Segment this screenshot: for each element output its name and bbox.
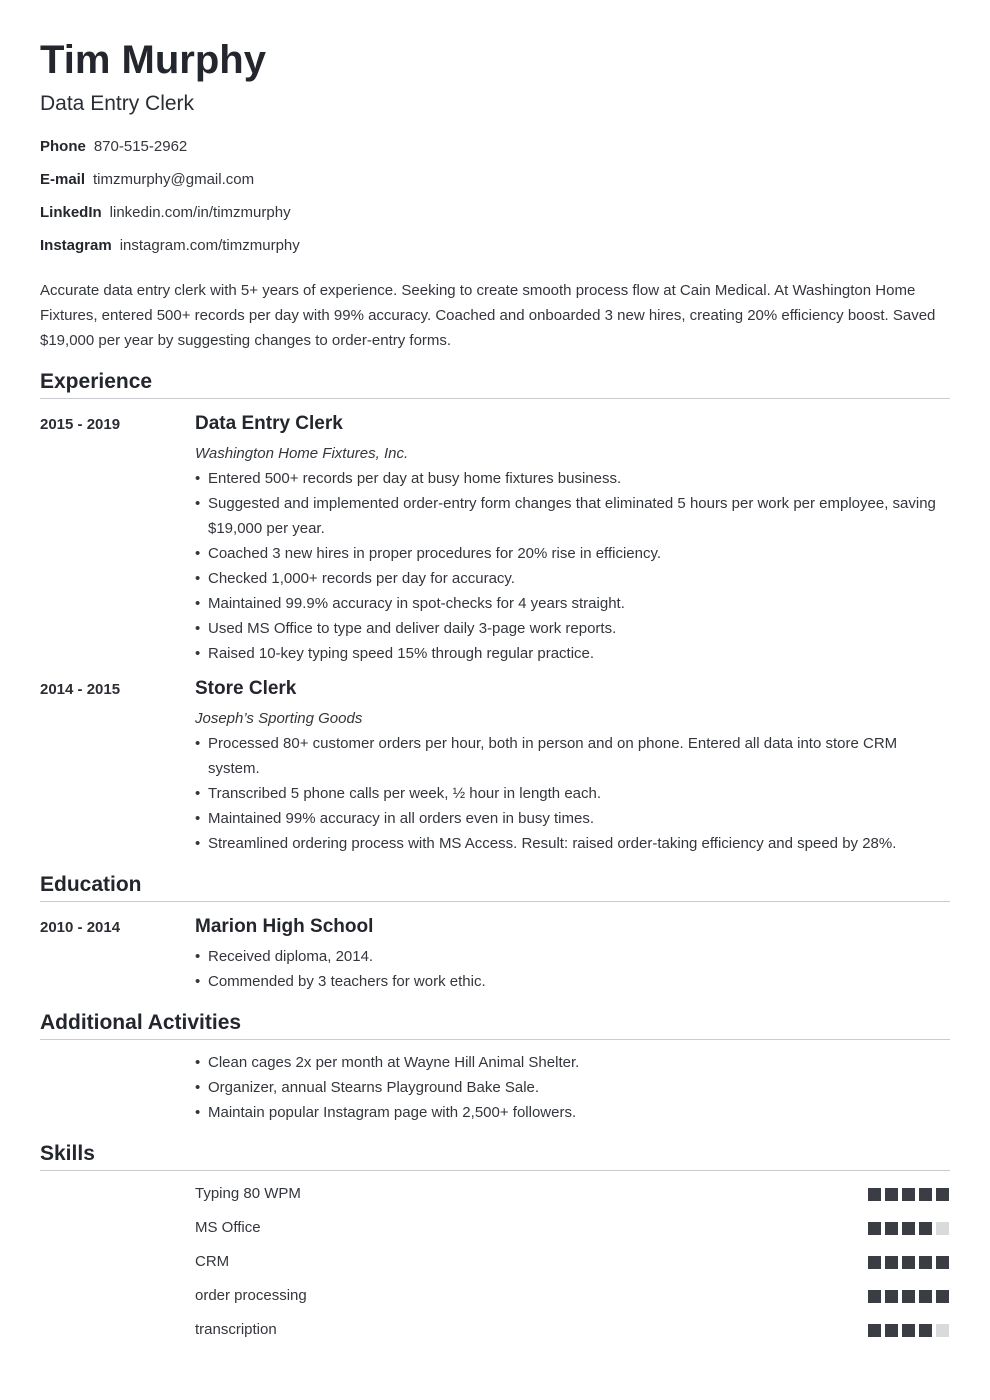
section-title-experience: Experience xyxy=(40,370,153,393)
education-bullets xyxy=(195,944,950,994)
skill-level-meter xyxy=(868,1290,949,1303)
skill-name: CRM xyxy=(195,1253,230,1270)
list-item: • Received diploma, 2014. xyxy=(195,944,950,969)
section-divider xyxy=(40,901,950,902)
contact-value[interactable]: linkedin.com/in/timzmurphy xyxy=(109,204,291,221)
job-dates: 2014 - 2015 xyxy=(40,681,121,698)
list-item: • Maintained 99.9% accuracy in spot-checks for 4 years straight. xyxy=(195,591,950,616)
skill-level-dot-filled xyxy=(919,1256,932,1269)
contact-instagram xyxy=(40,237,300,255)
skill-level-dot-filled xyxy=(902,1222,915,1235)
list-item: • Maintain popular Instagram page with 2,500+ followers. xyxy=(195,1100,950,1125)
skill-level-dot-filled xyxy=(885,1222,898,1235)
skill-level-dot-filled xyxy=(936,1290,949,1303)
skill-level-meter xyxy=(868,1222,949,1235)
skill-level-dot-filled xyxy=(919,1324,932,1337)
education-dates: 2010 - 2014 xyxy=(40,919,121,936)
contact-label: Instagram xyxy=(40,237,112,254)
profile-summary: Accurate data entry clerk with 5+ years of experience. Seeking to create smooth process flow at Cain Medical. At Washington Home Fixtures, entered 500+ records per day with 99% accuracy. Coached and onboarded 3 new hires, creating 20% efficiency boost. Saved $19,000 per year by suggesting changes to order-entry forms. xyxy=(40,282,936,349)
list-item: • Transcribed 5 phone calls per week, ½ hour in length each. xyxy=(195,781,950,806)
list-item: • Entered 500+ records per day at busy home fixtures business. xyxy=(195,466,950,491)
list-item: • Maintained 99% accuracy in all orders even in busy times. xyxy=(195,806,950,831)
contact-phone xyxy=(40,138,187,156)
list-item: • Suggested and implemented order-entry form changes that eliminated 5 hours per work per employee, saving $19,000 per year. xyxy=(195,491,950,541)
skill-level-dot-empty xyxy=(936,1324,949,1337)
job-dates: 2015 - 2019 xyxy=(40,416,121,433)
contact-linkedin xyxy=(40,204,291,222)
skill-level-dot-empty xyxy=(936,1222,949,1235)
candidate-name: Tim Murphy xyxy=(40,38,266,82)
skill-level-dot-filled xyxy=(868,1256,881,1269)
contact-value[interactable]: timzmurphy@gmail.com xyxy=(93,171,255,188)
skill-row xyxy=(195,1286,950,1306)
skill-name: MS Office xyxy=(195,1219,261,1236)
skill-level-dot-filled xyxy=(885,1324,898,1337)
job-company: Washington Home Fixtures, Inc. xyxy=(195,445,409,462)
skill-level-dot-filled xyxy=(868,1290,881,1303)
skill-level-dot-filled xyxy=(868,1222,881,1235)
job-title: Data Entry Clerk xyxy=(195,413,343,434)
skill-level-dot-filled xyxy=(936,1256,949,1269)
list-item: • Coached 3 new hires in proper procedures for 20% rise in efficiency. xyxy=(195,541,950,566)
section-divider xyxy=(40,398,950,399)
skill-level-dot-filled xyxy=(902,1188,915,1201)
candidate-role: Data Entry Clerk xyxy=(40,92,195,115)
job-company: Joseph’s Sporting Goods xyxy=(195,710,363,727)
skill-level-dot-filled xyxy=(868,1188,881,1201)
skill-name: order processing xyxy=(195,1287,307,1304)
skill-level-meter xyxy=(868,1188,949,1201)
skill-level-dot-filled xyxy=(902,1256,915,1269)
activities-bullets xyxy=(195,1050,950,1125)
section-divider xyxy=(40,1039,950,1040)
skill-level-dot-filled xyxy=(919,1290,932,1303)
contact-label: Phone xyxy=(40,138,86,155)
skill-level-meter xyxy=(868,1324,949,1337)
skill-level-dot-filled xyxy=(919,1222,932,1235)
section-title-education: Education xyxy=(40,873,142,896)
skill-level-meter xyxy=(868,1256,949,1269)
list-item: • Checked 1,000+ records per day for accuracy. xyxy=(195,566,950,591)
job-title: Store Clerk xyxy=(195,678,297,699)
skill-level-dot-filled xyxy=(902,1290,915,1303)
skill-level-dot-filled xyxy=(885,1188,898,1201)
contact-value[interactable]: instagram.com/timzmurphy xyxy=(119,237,300,254)
skill-level-dot-filled xyxy=(868,1324,881,1337)
contact-email xyxy=(40,171,254,189)
education-school: Marion High School xyxy=(195,916,374,937)
skill-row xyxy=(195,1184,950,1204)
skill-row xyxy=(195,1218,950,1238)
job-bullets xyxy=(195,466,950,666)
contact-label: E-mail xyxy=(40,171,86,188)
skill-name: transcription xyxy=(195,1321,277,1338)
list-item: • Streamlined ordering process with MS Access. Result: raised order-taking efficiency and speed by 28%. xyxy=(195,831,950,856)
list-item: • Processed 80+ customer orders per hour, both in person and on phone. Entered all data into store CRM system. xyxy=(195,731,950,781)
skill-level-dot-filled xyxy=(936,1188,949,1201)
section-title-skills: Skills xyxy=(40,1142,95,1165)
skill-level-dot-filled xyxy=(885,1256,898,1269)
list-item: • Commended by 3 teachers for work ethic. xyxy=(195,969,950,994)
list-item: • Clean cages 2x per month at Wayne Hill Animal Shelter. xyxy=(195,1050,950,1075)
skill-name: Typing 80 WPM xyxy=(195,1185,301,1202)
section-title-activities: Additional Activities xyxy=(40,1011,242,1034)
job-bullets xyxy=(195,731,950,856)
skill-row xyxy=(195,1320,950,1340)
section-divider xyxy=(40,1170,950,1171)
skill-level-dot-filled xyxy=(919,1188,932,1201)
list-item: • Organizer, annual Stearns Playground Bake Sale. xyxy=(195,1075,950,1100)
skill-row xyxy=(195,1252,950,1272)
list-item: • Used MS Office to type and deliver daily 3-page work reports. xyxy=(195,616,950,641)
skill-level-dot-filled xyxy=(885,1290,898,1303)
contact-label: LinkedIn xyxy=(40,204,102,221)
list-item: • Raised 10-key typing speed 15% through regular practice. xyxy=(195,641,950,666)
contact-value[interactable]: 870-515-2962 xyxy=(93,138,188,155)
skill-level-dot-filled xyxy=(902,1324,915,1337)
